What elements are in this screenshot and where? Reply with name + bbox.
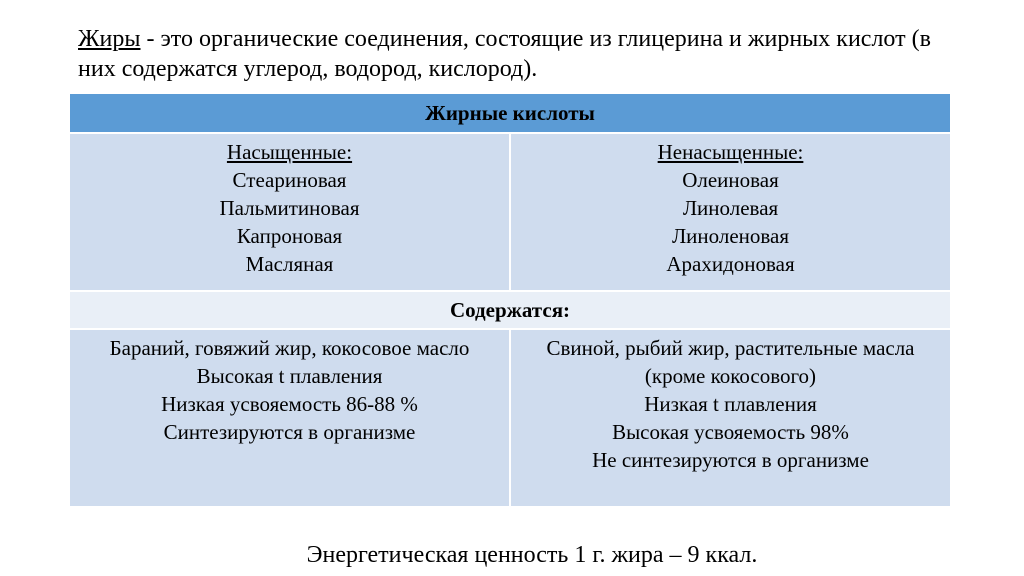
unsaturated-prop: Свиной, рыбий жир, растительные масла (кроме кокосового) <box>546 336 915 388</box>
saturated-props-cell <box>70 330 509 506</box>
saturated-prop: Бараний, говяжий жир, кокосовое масло <box>109 336 470 360</box>
table-row-properties <box>70 330 950 506</box>
saturated-item: Масляная <box>245 252 334 276</box>
unsaturated-item: Линолевая <box>682 196 779 220</box>
saturated-prop: Высокая t плавления <box>196 364 383 388</box>
saturated-item: Капроновая <box>236 224 343 248</box>
unsaturated-prop: Высокая усвояемость 98% <box>612 420 849 444</box>
unsaturated-prop: Низкая t плавления <box>644 392 817 416</box>
unsaturated-prop: Не синтезируются в организме <box>592 448 869 472</box>
table-row-types <box>70 134 950 292</box>
saturated-prop: Низкая усвояемость 86-88 % <box>161 392 418 416</box>
table-header: Жирные кислоты <box>70 94 950 134</box>
unsaturated-item: Арахидоновая <box>666 252 795 276</box>
unsaturated-item: Олеиновая <box>682 168 779 192</box>
contains-header: Содержатся: <box>70 292 950 330</box>
unsaturated-props-cell <box>509 330 950 506</box>
unsaturated-cell <box>509 134 950 290</box>
saturated-cell <box>70 134 509 290</box>
intro-paragraph <box>78 24 958 84</box>
saturated-item: Пальмитиновая <box>219 196 360 220</box>
energy-value-note: Энергетическая ценность 1 г. жира – 9 ккал. <box>306 542 758 568</box>
unsaturated-item: Линоленовая <box>671 224 790 248</box>
intro-definition: - это органические соединения, состоящие из глицерина и жирных кислот (в них содержатся углерод, водород, кислород). <box>78 26 931 82</box>
fatty-acids-table <box>70 94 950 506</box>
unsaturated-title: Ненасыщенные: <box>657 140 804 164</box>
saturated-prop: Синтезируются в организме <box>163 420 416 444</box>
intro-term: Жиры <box>78 26 141 52</box>
saturated-title: Насыщенные: <box>226 140 353 164</box>
saturated-item: Стеариновая <box>232 168 347 192</box>
